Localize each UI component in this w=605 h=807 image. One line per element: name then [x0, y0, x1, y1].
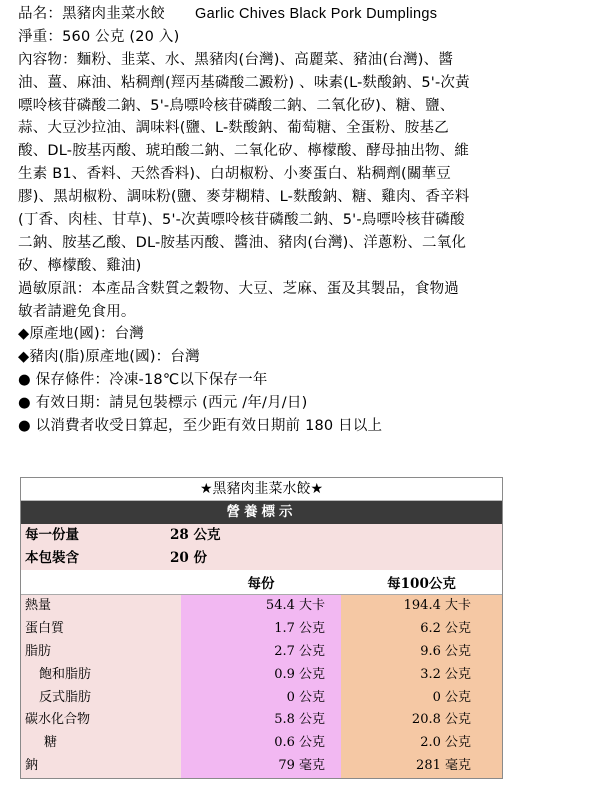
- nutrient-per-100g: 20.8 公克: [341, 709, 502, 732]
- ingredients-line: 矽、檸檬酸、雞油): [18, 257, 142, 274]
- nutrition-row: [21, 595, 502, 618]
- column-header-blank: [21, 573, 181, 595]
- ingredients-line: 膠)、黑胡椒粉、調味粉(鹽、麥芽糊精、L-麩酸鈉、糖、雞肉、香辛料: [18, 189, 470, 206]
- ingredients-line: 蒜、大豆沙拉油、調味料(鹽、L-麩酸鈉、葡萄糖、全蛋粉、胺基乙: [18, 120, 449, 137]
- nutrition-row: [21, 687, 502, 710]
- nutrient-per-100g: 3.2 公克: [341, 664, 502, 687]
- nutrition-rows: [21, 595, 502, 777]
- servings-value: 20 份: [170, 549, 207, 566]
- nutrient-per-serving: 0 公克: [181, 687, 341, 710]
- nutrient-label: 碳水化合物: [25, 712, 91, 728]
- ingredients-block: [18, 49, 590, 278]
- nutrient-per-serving: 0.6 公克: [181, 732, 341, 755]
- nutrient-label: 反式脂肪: [39, 689, 92, 705]
- storage-info-block: [18, 369, 590, 438]
- ingredients-line: 生素 B1、香料、天然香料)、白胡椒粉、小麥蛋白、粘稠劑(關華豆: [18, 166, 451, 183]
- nutrient-per-serving: 1.7 公克: [181, 618, 341, 641]
- nutrient-per-serving: 0.9 公克: [181, 664, 341, 687]
- nutrition-row: [21, 641, 502, 664]
- nutrition-row: [21, 709, 502, 732]
- nutrition-row: [21, 664, 502, 687]
- serving-size-value: 28 公克: [170, 527, 221, 543]
- ingredients-line: 油、薑、麻油、粘稠劑(羥丙基磷酸二澱粉) 、味素(L-麩酸鈉、5'-次黃: [18, 74, 470, 91]
- nutrition-row: [21, 755, 502, 778]
- storage-info-line: ● 有效日期：請見包裝標示 (西元 /年/月/日): [18, 395, 308, 412]
- net-weight: 淨重：560 公克 (20 入): [18, 28, 180, 45]
- product-name: 品名：黑豬肉韭菜水餃: [18, 6, 165, 22]
- product-name-en: Garlic Chives Black Pork Dumplings: [195, 6, 438, 22]
- nutrient-per-serving: 5.8 公克: [181, 709, 341, 732]
- nutrition-table: [20, 477, 503, 779]
- origin-block: [18, 323, 590, 369]
- serving-size-label: 每一份量: [25, 527, 79, 543]
- storage-info-line: ● 保存條件：冷凍-18℃以下保存一年: [18, 372, 268, 389]
- nutrient-per-serving: 79 毫克: [181, 755, 341, 778]
- origin-line: ◆原產地(國)：台灣: [18, 326, 144, 343]
- ingredients-line: 二鈉、胺基乙酸、DL-胺基丙酸、醬油、豬肉(台灣)、洋蔥粉、二氧化: [18, 234, 467, 251]
- nutrient-per-100g: 6.2 公克: [341, 618, 502, 641]
- ingredients-line: (丁香、肉桂、甘草)、5'-次黃嘌呤核苷磷酸二鈉、5'-鳥嘌呤核苷磷酸: [18, 212, 465, 229]
- servings-label: 本包裝含: [25, 549, 79, 566]
- ingredients-line: 嘌呤核苷磷酸二鈉、5'-鳥嘌呤核苷磷酸二鈉、二氧化矽)、糖、鹽、: [18, 97, 455, 114]
- allergen-line: 敏者請避免食用。: [18, 303, 136, 320]
- nutrient-label: 糖: [44, 735, 58, 751]
- nutrition-row: [21, 618, 502, 641]
- product-description: [18, 3, 590, 438]
- nutrition-header: 營養標示: [21, 501, 502, 524]
- storage-info-line: ● 以消費者收受日算起，至少距有效日期前 180 日以上: [18, 418, 383, 435]
- origin-line: ◆豬肉(脂)原產地(國)：台灣: [18, 349, 200, 366]
- nutrient-per-serving: 54.4 大卡: [181, 595, 341, 618]
- nutrient-label: 熱量: [25, 598, 52, 614]
- nutrient-per-serving: 2.7 公克: [181, 641, 341, 664]
- nutrient-per-100g: 0 公克: [341, 687, 502, 710]
- serving-size-row: [21, 524, 502, 547]
- nutrient-per-100g: 194.4 大卡: [341, 595, 502, 618]
- column-header-per-serving: 每份: [247, 575, 275, 592]
- nutrition-title: ★黑豬肉韭菜水餃★: [21, 478, 502, 501]
- nutrient-label: 鈉: [25, 757, 39, 773]
- allergen-block: [18, 278, 590, 324]
- ingredients-line: 酸、DL-胺基丙酸、琥珀酸二鈉、二氧化矽、檸檬酸、酵母抽出物、維: [18, 143, 470, 160]
- column-header-row: [21, 573, 502, 596]
- nutrition-row: [21, 732, 502, 755]
- nutrient-per-100g: 281 毫克: [341, 755, 502, 778]
- ingredients-line: 內容物：麵粉、韭菜、水、黑豬肉(台灣)、高麗菜、豬油(台灣)、醬: [18, 51, 454, 68]
- nutrient-label: 飽和脂肪: [39, 666, 92, 682]
- product-name-line: [18, 3, 590, 26]
- allergen-line: 過敏原訊：本產品含麩質之穀物、大豆、芝麻、蛋及其製品，食物過: [18, 280, 459, 297]
- nutrient-per-100g: 2.0 公克: [341, 732, 502, 755]
- nutrient-per-100g: 9.6 公克: [341, 641, 502, 664]
- nutrient-label: 蛋白質: [25, 621, 65, 637]
- nutrient-label: 脂肪: [25, 643, 52, 659]
- servings-per-package-row: [21, 547, 502, 570]
- column-header-per-100g: 每100公克: [387, 575, 456, 592]
